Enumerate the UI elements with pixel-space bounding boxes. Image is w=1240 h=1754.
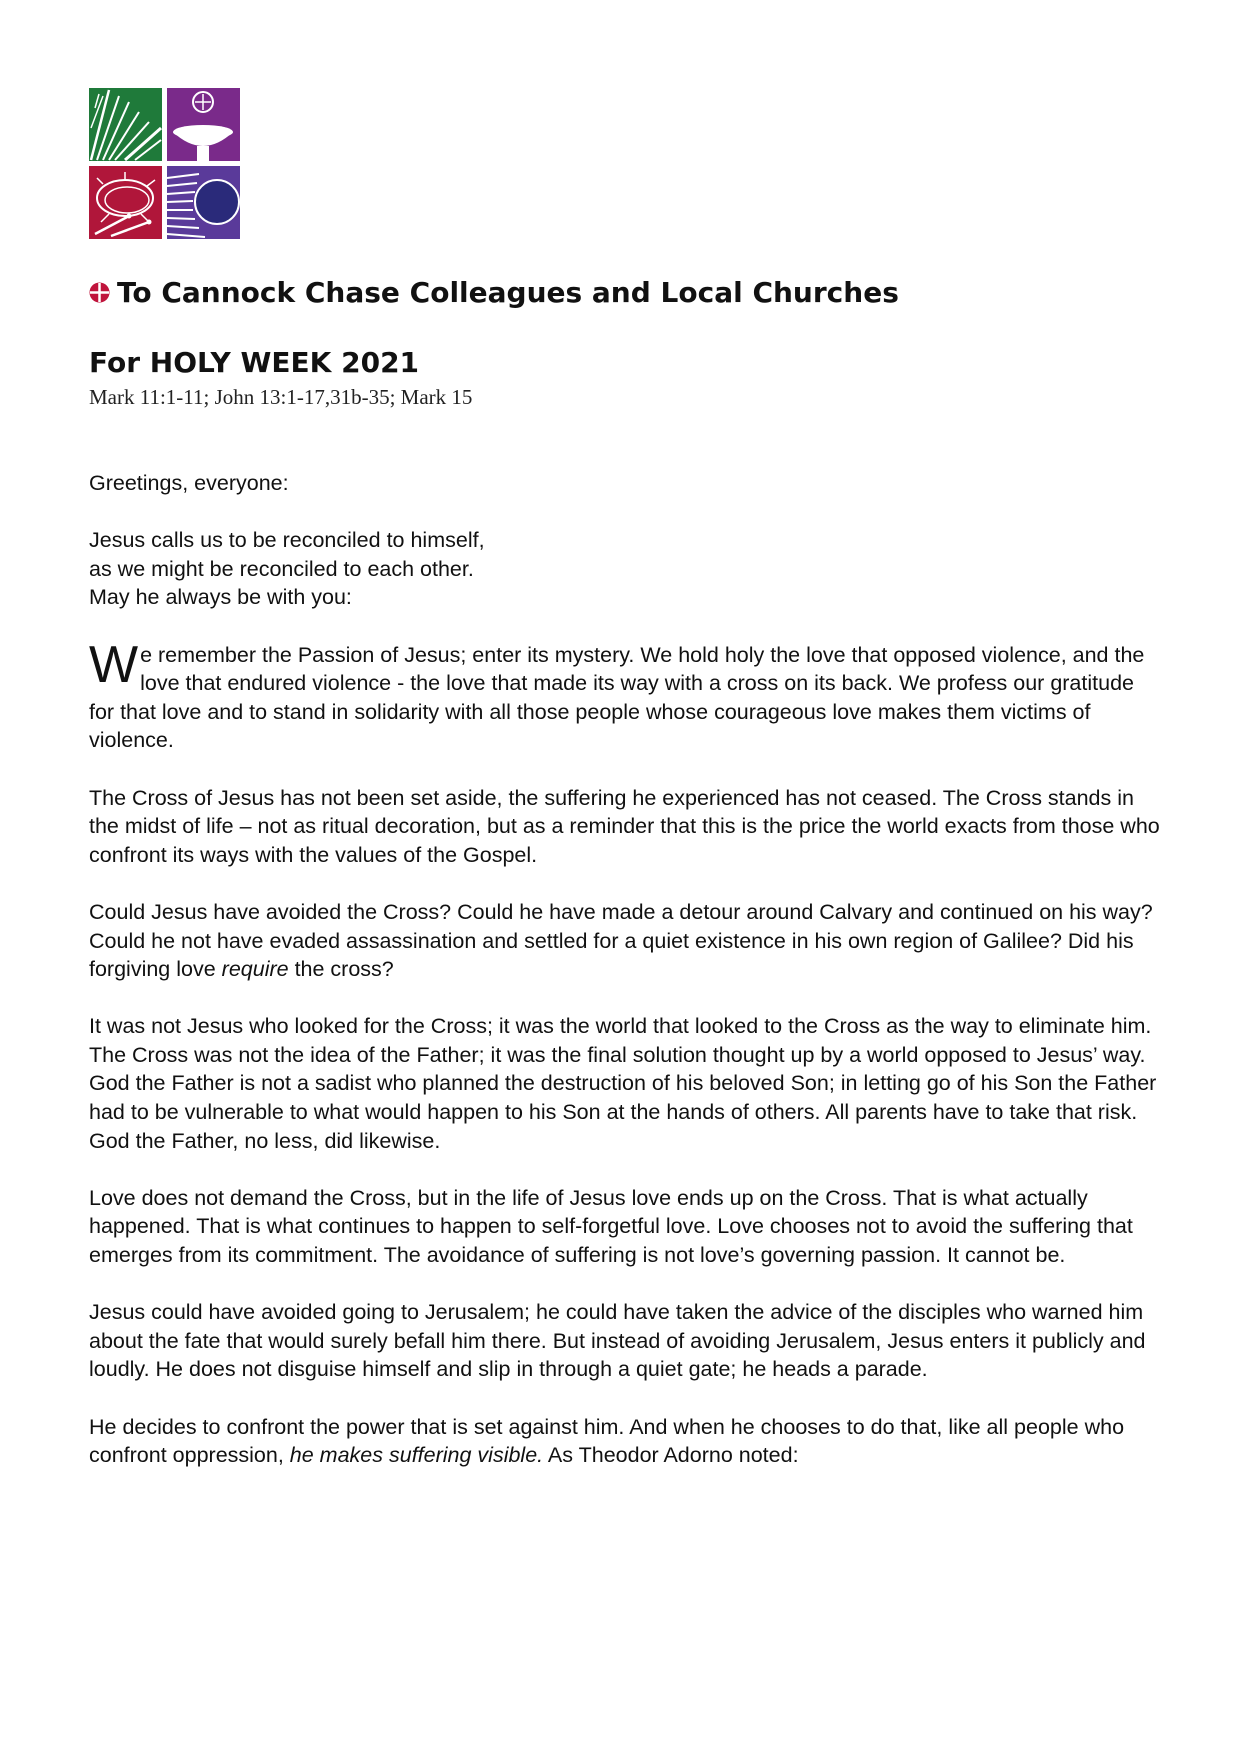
emphasis: require — [221, 957, 289, 982]
crown-of-thorns-icon — [89, 166, 162, 239]
paragraph-3-text: Could Jesus have avoided the Cross? Could he have made a detour around Calvary and continued on his way? Could he not have evaded assassination and settled for a quiet existence in his own region of Galilee? Did his forgiving love — [89, 899, 1153, 982]
drop-cap: W — [89, 635, 139, 694]
paragraph-7-end: As Theodor Adorno noted: — [543, 1443, 799, 1468]
chalice-icon — [167, 88, 240, 161]
paragraph-2: The Cross of Jesus has not been set aside, the suffering he experienced has not ceased. The Cross stands in the midst of life – not as ritual decoration, but as a reminder that this is the price the world exacts from those who confront its ways with the values of the Gospel. — [89, 785, 1160, 867]
letter-body — [89, 469, 1164, 1498]
paragraph-3-end: the cross? — [288, 957, 394, 982]
paragraph-1 — [89, 635, 1164, 755]
blessing-line: Jesus calls us to be reconciled to himself, — [89, 528, 485, 553]
tomb-stone-icon — [167, 166, 240, 239]
emphasis: he makes suffering visible. — [289, 1443, 544, 1468]
greeting: Greetings, everyone: — [89, 471, 289, 495]
blessing-line: as we might be reconciled to each other. — [89, 556, 474, 581]
subtitle: For HOLY WEEK 2021 — [89, 346, 420, 379]
scripture-references: Mark 11:1-11; John 13:1-17,31b-35; Mark 15 — [89, 385, 473, 409]
palm-leaves-icon — [89, 88, 162, 161]
blessing-line: May he always be with you: — [89, 585, 352, 610]
paragraph-7-text: He decides to confront the power that is set against him. And when he chooses to do that, like all people who confront oppression, — [89, 1414, 1125, 1468]
paragraph-6: Jesus could have avoided going to Jerusalem; he could have taken the advice of the disciples who warned him about the fate that would surely befall him there. But instead of avoiding Jerusalem, Jesus enters it publicly and loudly. He does not disguise himself and slip in through a quiet gate; he heads a parade. — [89, 1300, 1146, 1382]
paragraph-5: Love does not demand the Cross, but in the life of Jesus love ends up on the Cross. That is what actually happened. That is what continues to happen to self-forgetful love. Love chooses not to avoid the suffering that emerges from its commitment. The avoidance of suffering is not love’s governing passion. It cannot be. — [89, 1185, 1133, 1268]
paragraph-4: It was not Jesus who looked for the Cross; it was the world that looked to the Cross as the way to eliminate him. The Cross was not the idea of the Father; it was the final solution thought up by a world opposed to Jesus’ way. God the Father is not a sadist who planned the destruction of his beloved Son; in letting go of his Son the Father had to be vulnerable to what would happen to his Son at the hands of others. All parents have to take that risk. God the Father, no less, did likewise. — [89, 1014, 1157, 1153]
blessing — [89, 526, 1164, 612]
church-seasons-logo — [89, 88, 240, 239]
paragraph-7 — [89, 1413, 1164, 1470]
title-text: To Cannock Chase Colleagues and Local Churches — [117, 276, 899, 309]
letter-title — [89, 276, 899, 309]
paragraph-3 — [89, 898, 1164, 984]
paragraph-1-text: e remember the Passion of Jesus; enter its mystery. We hold holy the love that opposed violence, and the love that endured violence - the love that made its way with a cross on its back. We profess our gratitude for that love and to stand in solidarity with all those people whose courageous love makes them victims of violence. — [89, 642, 1145, 753]
cross-bullet-icon — [89, 282, 110, 303]
